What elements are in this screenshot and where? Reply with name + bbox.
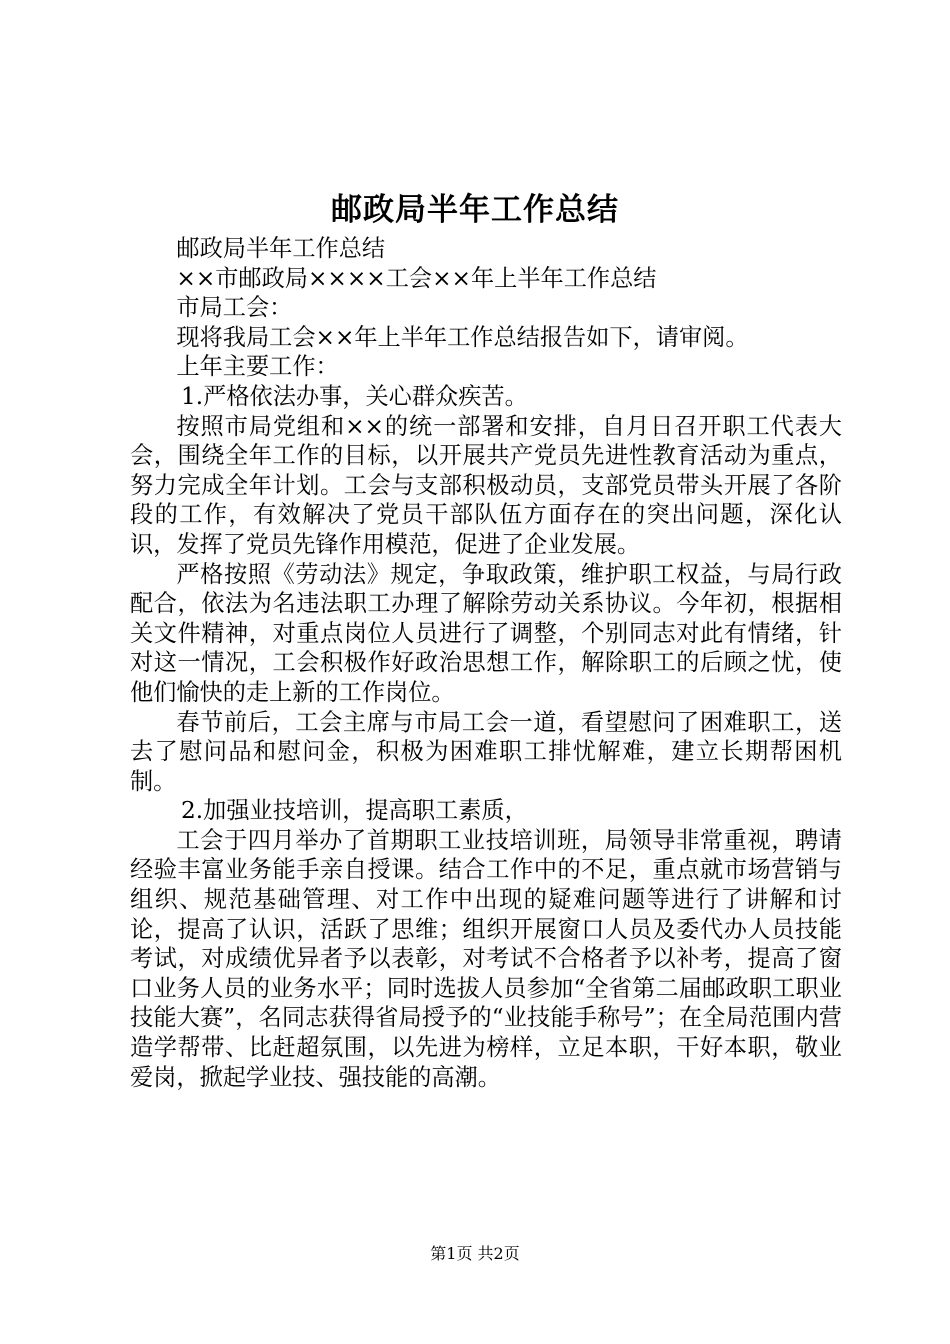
paragraph-section-label: 上年主要工作： xyxy=(176,353,339,381)
paragraph-subtitle: ××市邮政局××××工会××年上半年工作总结 xyxy=(176,264,657,292)
paragraph-item-1-heading: 1.严格依法办事，关心群众疾苦。 xyxy=(181,382,528,410)
document-body xyxy=(130,234,842,1092)
paragraph-addressee: 市局工会： xyxy=(176,294,293,322)
paragraph-heading-repeat: 邮政局半年工作总结 xyxy=(176,235,386,262)
paragraph-intro: 现将我局工会××年上半年工作总结报告如下，请审阅。 xyxy=(176,323,749,351)
paragraph-body: 春节前后，工会主席与市局工会一道，看望慰问了困难职工，送去了慰问品和慰问金，积极为困难职工排忧解难，建立长期帮困机制。 xyxy=(130,708,842,795)
paragraph-body: 严格按照《劳动法》规定，争取政策，维护职工权益，与局行政配合，依法为名违法职工办理了解除劳动关系协议。今年初，根据相关文件精神，对重点岗位人员进行了调整，个别同志对此有情绪，针对这一情况，工会积极作好政治思想工作，解除职工的后顾之忧，使他们愉快的走上新的工作岗位。 xyxy=(130,560,842,706)
paragraph-body: 工会于四月举办了首期职工业技培训班，局领导非常重视，聘请经验丰富业务能手亲自授课。结合工作中的不足，重点就市场营销与组织、规范基础管理、对工作中出现的疑难问题等进行了讲解和讨论，提高了认识，活跃了思维；组织开展窗口人员及委代办人员技能考试，对成绩优异者予以表彰，对考试不合格者予以补考，提高了窗口业务人员的业务水平；同时选拔人员参加“全省第二届邮政职工职业技能大赛”，名同志获得省局授予的“业技能手称号”；在全局范围内营造学帮带、比赶超氛围，以先进为榜样，立足本职，干好本职，敬业爱岗，掀起学业技、强技能的高潮。 xyxy=(130,826,842,1091)
document-title: 邮政局半年工作总结 xyxy=(331,192,619,228)
paragraph-item-2-heading: 2.加强业技培训，提高职工素质， xyxy=(181,797,528,825)
paragraph-body: 按照市局党组和××的统一部署和安排，自月日召开职工代表大会，围绕全年工作的目标，以开展共产党员先进性教育活动为重点，努力完成全年计划。工会与支部积极动员，支部党员带头开展了各阶段的工作，有效解决了党员干部队伍方面存在的突出问题，深化认识，发挥了党员先锋作用模范，促进了企业发展。 xyxy=(130,412,842,558)
page-footer: 第1页 共2页 xyxy=(430,1244,520,1263)
